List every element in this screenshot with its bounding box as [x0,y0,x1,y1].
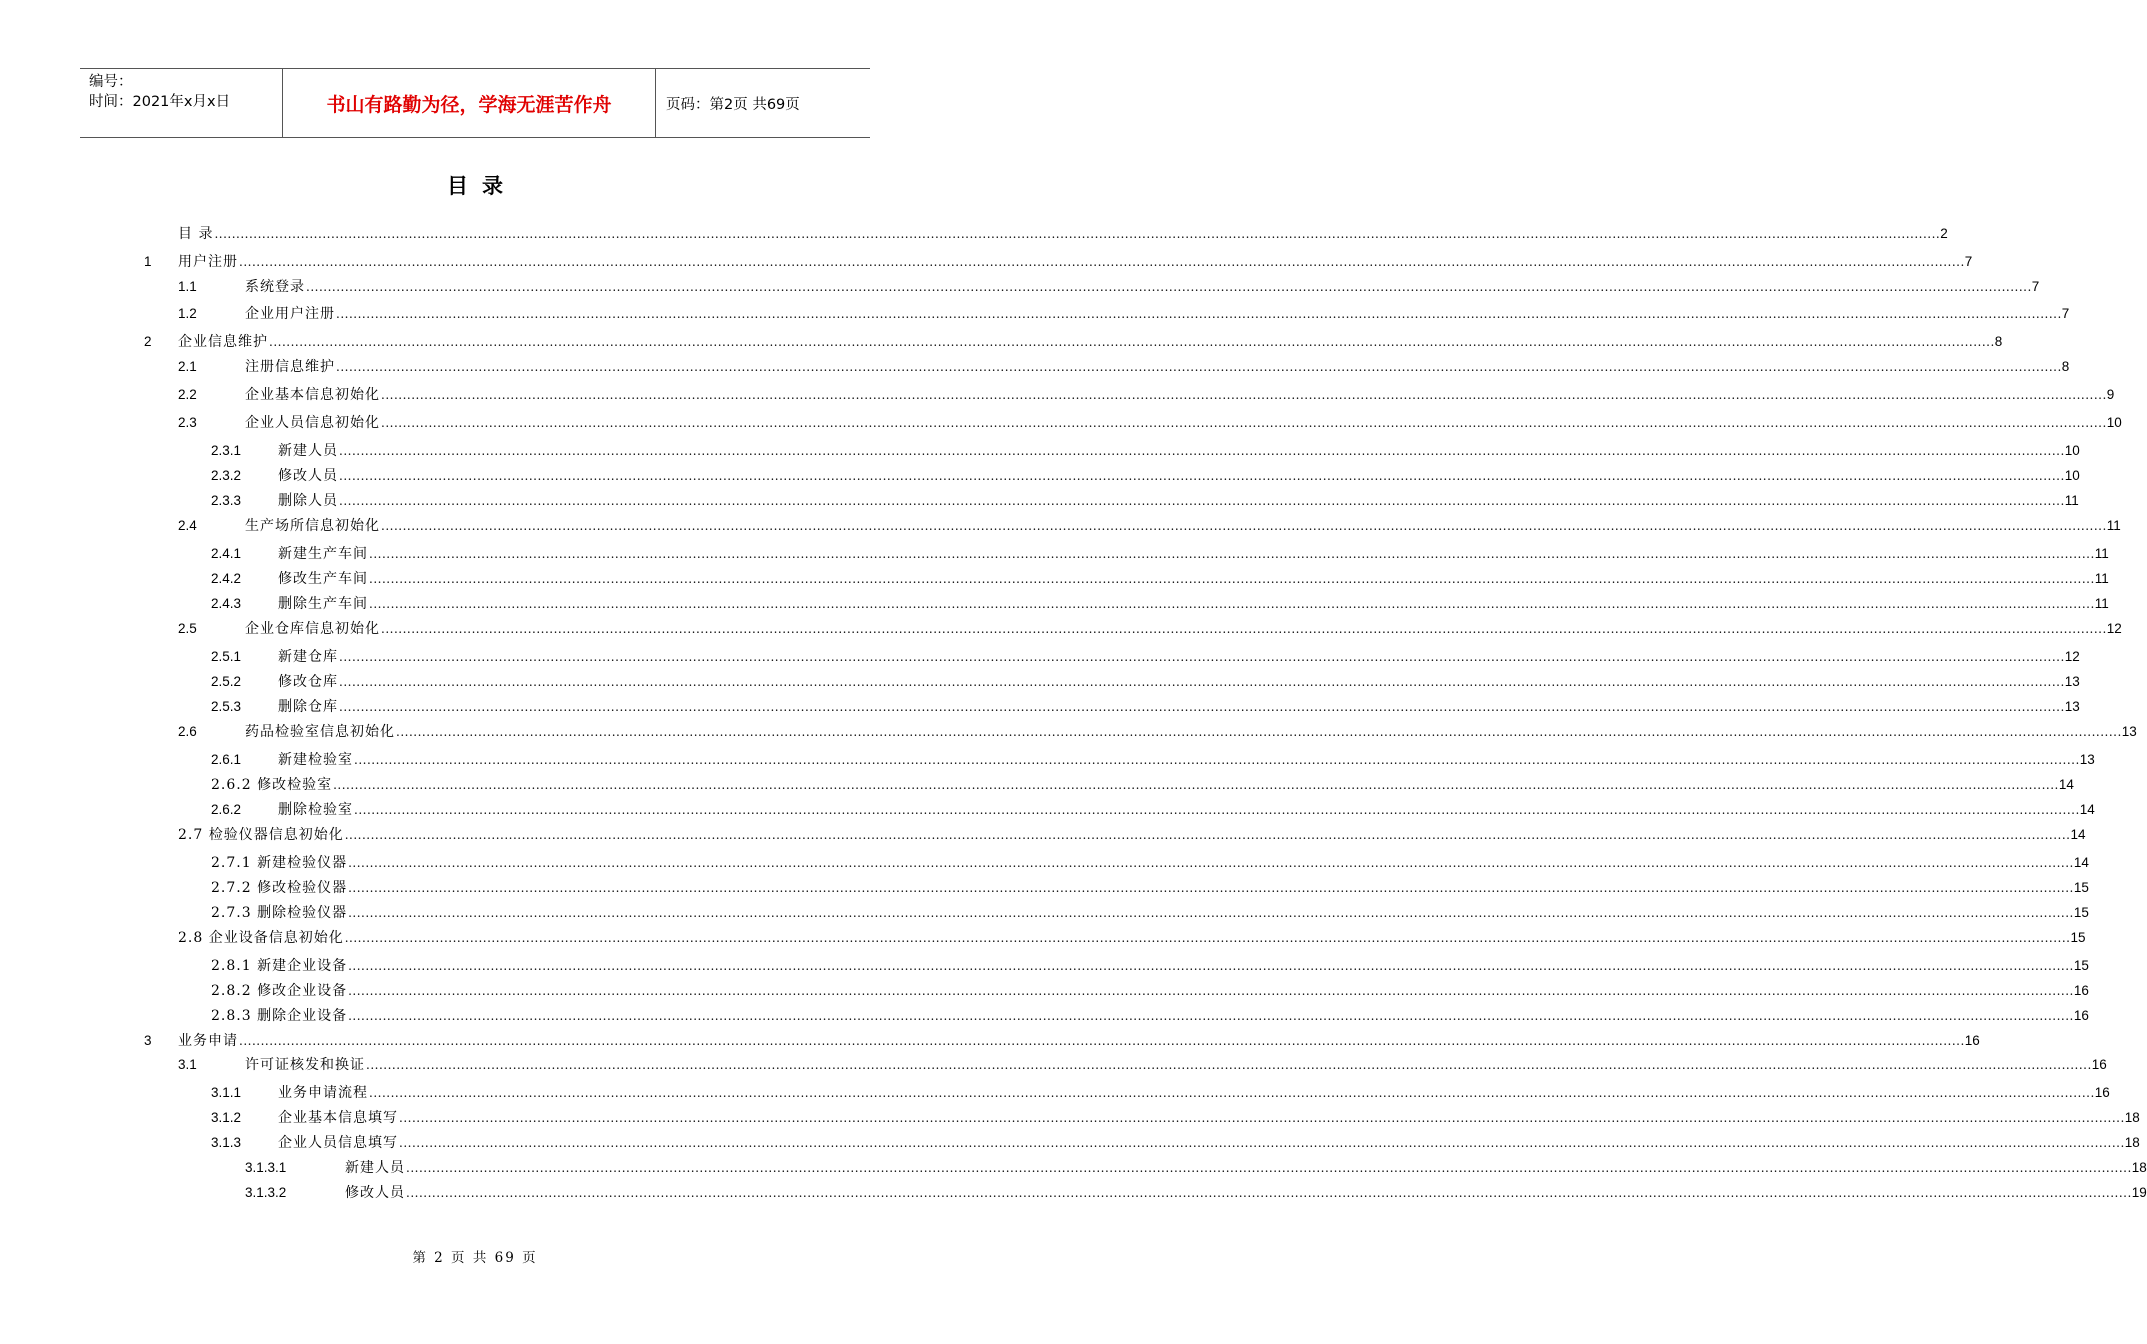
toc-entry-tail [369,569,2109,589]
toc-entry-number: 3.1 [178,1057,197,1072]
toc-entry-tail [366,1055,2107,1075]
toc-entry-title: 企业信息维护 [178,334,268,350]
toc-entry-number: 2.6 [178,724,197,739]
toc-entry[interactable] [0,224,1948,244]
toc-entry-tail [369,1083,2110,1103]
toc-entry[interactable] [0,1133,2140,1153]
toc-entry[interactable] [0,981,2089,1001]
page-footer: 第 2 页 共 69 页 [412,1250,538,1266]
toc-entry-title: 新建检验室 [278,752,353,768]
toc-leader-dots: ................................................................................................................................................................................................................................................................................................................................................................................................................ [406,1161,2132,1175]
toc-entry[interactable] [0,1083,2110,1103]
toc-leader-dots: ................................................................................................................................................................................................................................................................................................................................................................................................................ [306,280,2032,294]
toc-entry-tail [239,1031,1980,1051]
toc-entry-title: 2.7 检验仪器信息初始化 [178,827,344,843]
toc-entry-page: 13 [2121,724,2137,739]
toc-entry-tail [396,722,2137,742]
toc-entry-tail [348,1006,2089,1026]
toc-entry-tail [336,357,2070,377]
toc-entry-title: 企业基本信息填写 [278,1110,398,1126]
page-title: 目录 [447,174,517,198]
toc-entry-title: 企业基本信息初始化 [245,387,380,403]
toc-entry[interactable] [0,647,2080,667]
toc-entry-number: 2.4.3 [211,596,242,611]
toc-entry-tail [381,385,2115,405]
toc-entry-title: 删除检验室 [278,802,353,818]
header-meta [80,69,283,137]
toc-entry[interactable] [0,750,2095,770]
toc-entry[interactable] [0,252,1973,272]
toc-entry-page: 15 [2070,930,2086,945]
toc-entry-page: 13 [2064,674,2080,689]
toc-entry[interactable] [0,1055,2107,1075]
toc-entry-title: 删除人员 [278,493,338,509]
toc-entry-title: 新建生产车间 [278,546,368,562]
toc-entry-number: 3 [144,1033,152,1048]
toc-entry-page: 16 [2073,983,2089,998]
toc-leader-dots: ................................................................................................................................................................................................................................................................................................................................................................................................................ [399,1111,2125,1125]
toc-entry[interactable] [0,277,2040,297]
toc-entry-title: 业务申请 [178,1033,238,1049]
toc-entry[interactable] [0,956,2089,976]
toc-entry-tail [348,956,2089,976]
toc-leader-dots: ................................................................................................................................................................................................................................................................................................................................................................................................................ [369,1086,2095,1100]
toc-leader-dots: ................................................................................................................................................................................................................................................................................................................................................................................................................ [339,444,2065,458]
toc-entry-title: 企业人员信息填写 [278,1135,398,1151]
toc-leader-dots: ................................................................................................................................................................................................................................................................................................................................................................................................................ [339,469,2065,483]
toc-entry-tail [406,1183,2147,1203]
toc-entry[interactable] [0,722,2137,742]
toc-entry[interactable] [0,466,2080,486]
toc-entry[interactable] [0,928,2086,948]
toc-entry-page: 11 [2106,518,2121,533]
toc-entry-tail [381,619,2122,639]
toc-entry-tail [399,1133,2140,1153]
toc-entry[interactable] [0,672,2080,692]
toc-entry-number: 3.1.2 [211,1110,242,1125]
toc-entry[interactable] [0,544,2109,564]
toc-entry-page: 9 [2106,387,2115,402]
toc-entry-number: 2.6.1 [211,752,242,767]
toc-entry[interactable] [0,441,2080,461]
toc-entry-title: 删除仓库 [278,699,338,715]
toc-entry[interactable] [0,775,2074,795]
toc-entry-page: 12 [2106,621,2122,636]
toc-entry-title: 修改生产车间 [278,571,368,587]
toc-entry-page: 18 [2124,1135,2140,1150]
toc-entry[interactable] [0,1158,2147,1178]
toc-entry-page: 11 [2094,546,2109,561]
header-motto: 书山有路勤为径，学海无涯苦作舟 [283,69,656,137]
toc-entry[interactable] [0,594,2109,614]
toc-entry[interactable] [0,619,2122,639]
toc-entry-number: 2.2 [178,387,197,402]
toc-entry-page: 11 [2094,571,2109,586]
toc-entry-tail [354,750,2095,770]
toc-entry-page: 10 [2064,468,2080,483]
toc-entry-tail [369,594,2109,614]
toc-entry-title: 修改人员 [345,1185,405,1201]
toc-entry-number: 2.3 [178,415,197,430]
toc-leader-dots: ................................................................................................................................................................................................................................................................................................................................................................................................................ [239,1034,1965,1048]
toc-entry-tail [369,544,2109,564]
toc-leader-dots: ................................................................................................................................................................................................................................................................................................................................................................................................................ [344,828,2071,842]
toc-leader-dots: ................................................................................................................................................................................................................................................................................................................................................................................................................ [354,803,2080,817]
toc-entry-tail [339,697,2080,717]
toc-entry-page: 16 [1964,1033,1980,1048]
toc-entry[interactable] [0,825,2086,845]
toc-entry-number: 1.2 [178,306,197,321]
toc-entry-title: 企业人员信息初始化 [245,415,380,431]
toc-leader-dots: ................................................................................................................................................................................................................................................................................................................................................................................................................ [336,307,2062,321]
toc-leader-dots: ................................................................................................................................................................................................................................................................................................................................................................................................................ [348,1009,2074,1023]
toc-entry-page: 16 [2091,1057,2107,1072]
toc-entry-tail [339,647,2080,667]
toc-entry-tail [399,1108,2140,1128]
toc-entry-title: 删除生产车间 [278,596,368,612]
toc-leader-dots: ................................................................................................................................................................................................................................................................................................................................................................................................................ [336,360,2062,374]
toc-entry-title: 2.7.2 修改检验仪器 [211,880,348,896]
toc-entry-page: 7 [1964,254,1973,269]
toc-entry-tail [348,981,2089,1001]
toc-entry[interactable] [0,697,2080,717]
toc-entry-title: 2.7.3 删除检验仪器 [211,905,348,921]
header-date: 时间：2021年x月x日 [89,94,231,110]
toc-entry-title: 修改人员 [278,468,338,484]
toc-entry-page: 10 [2106,415,2122,430]
toc-entry-tail [348,903,2089,923]
toc-leader-dots: ................................................................................................................................................................................................................................................................................................................................................................................................................ [339,675,2065,689]
toc-leader-dots: ................................................................................................................................................................................................................................................................................................................................................................................................................ [348,984,2074,998]
toc-leader-dots: ................................................................................................................................................................................................................................................................................................................................................................................................................ [339,700,2065,714]
toc-entry-title: 系统登录 [245,279,305,295]
toc-entry-tail [354,800,2095,820]
toc-entry-number: 3.1.3.2 [245,1185,287,1200]
toc-entry-number: 2.3.3 [211,493,242,508]
toc-entry[interactable] [0,1031,1980,1051]
toc-entry-title: 新建人员 [278,443,338,459]
toc-entry-page: 16 [2094,1085,2110,1100]
toc-entry[interactable] [0,903,2089,923]
toc-leader-dots: ................................................................................................................................................................................................................................................................................................................................................................................................................ [381,388,2107,402]
toc-entry-number: 2.4.1 [211,546,242,561]
toc-entry-number: 1.1 [178,279,197,294]
toc-entry-tail [344,928,2086,948]
toc-entry-page: 15 [2073,958,2089,973]
toc-entry-number: 2.5.3 [211,699,242,714]
toc-entry-tail [406,1158,2147,1178]
toc-leader-dots: ................................................................................................................................................................................................................................................................................................................................................................................................................ [348,856,2074,870]
toc-entry-page: 2 [1940,226,1948,241]
page-header [80,68,870,138]
toc-entry-title: 生产场所信息初始化 [245,518,380,534]
toc-entry[interactable] [0,569,2109,589]
toc-entry-tail [339,441,2080,461]
toc-entry-page: 13 [2064,699,2080,714]
toc-leader-dots: ................................................................................................................................................................................................................................................................................................................................................................................................................ [366,1058,2092,1072]
toc-entry-tail [269,332,2003,352]
toc-entry-page: 15 [2073,880,2089,895]
toc-entry-page: 18 [2124,1110,2140,1125]
toc-entry-tail [306,277,2040,297]
toc-entry-title: 业务申请流程 [278,1085,368,1101]
toc-entry-number: 2.3.2 [211,468,242,483]
toc-entry[interactable] [0,1006,2089,1026]
toc-leader-dots: ................................................................................................................................................................................................................................................................................................................................................................................................................ [269,335,1995,349]
toc-leader-dots: ................................................................................................................................................................................................................................................................................................................................................................................................................ [381,416,2107,430]
toc-entry-page: 13 [2079,752,2095,767]
toc-entry[interactable] [0,357,2070,377]
toc-entry-tail [348,878,2089,898]
toc-entry-tail [214,224,1948,244]
toc-leader-dots: ................................................................................................................................................................................................................................................................................................................................................................................................................ [348,959,2074,973]
header-number: 编号： [89,74,133,90]
toc-leader-dots: ................................................................................................................................................................................................................................................................................................................................................................................................................ [339,650,2065,664]
toc-entry-page: 14 [2073,855,2089,870]
toc-entry-title: 2.6.2 修改检验室 [211,777,333,793]
toc-entry-number: 2.4.2 [211,571,242,586]
toc-entry-page: 14 [2070,827,2086,842]
toc-entry-title: 新建人员 [345,1160,405,1176]
toc-entry-number: 3.1.1 [211,1085,242,1100]
toc-entry[interactable] [0,304,2070,324]
toc-leader-dots: ................................................................................................................................................................................................................................................................................................................................................................................................................ [348,906,2074,920]
toc-entry-number: 2 [144,334,152,349]
toc-leader-dots: ................................................................................................................................................................................................................................................................................................................................................................................................................ [354,753,2080,767]
toc-entry-tail [336,304,2070,324]
toc-leader-dots: ................................................................................................................................................................................................................................................................................................................................................................................................................ [406,1186,2132,1200]
toc-entry[interactable] [0,491,2079,511]
toc-entry-number: 2.3.1 [211,443,242,458]
toc-entry-number: 2.5.1 [211,649,242,664]
toc-leader-dots: ................................................................................................................................................................................................................................................................................................................................................................................................................ [214,227,1941,241]
toc-entry-number: 2.4 [178,518,197,533]
toc-entry-tail [381,516,2121,536]
toc-entry[interactable] [0,1108,2140,1128]
toc-entry-page: 15 [2073,905,2089,920]
toc-entry-tail [339,466,2080,486]
toc-entry-title: 新建仓库 [278,649,338,665]
toc-entry[interactable] [0,385,2115,405]
toc-entry-page: 10 [2064,443,2080,458]
toc-entry-title: 2.8.2 修改企业设备 [211,983,348,999]
toc-leader-dots: ................................................................................................................................................................................................................................................................................................................................................................................................................ [348,881,2074,895]
toc-entry[interactable] [0,516,2121,536]
toc-entry-page: 11 [2064,493,2079,508]
toc-entry[interactable] [0,1183,2147,1203]
toc-entry-page: 16 [2073,1008,2089,1023]
toc-entry-page: 8 [1994,334,2003,349]
toc-entry-page: 14 [2058,777,2074,792]
toc-entry-title: 目 录 [178,226,214,242]
toc-entry-number: 1 [144,254,152,269]
toc-leader-dots: ................................................................................................................................................................................................................................................................................................................................................................................................................ [396,725,2122,739]
toc-leader-dots: ................................................................................................................................................................................................................................................................................................................................................................................................................ [399,1136,2125,1150]
toc-entry-tail [344,825,2086,845]
toc-leader-dots: ................................................................................................................................................................................................................................................................................................................................................................................................................ [333,778,2059,792]
toc-entry-page: 11 [2094,596,2109,611]
toc-entry-tail [339,491,2079,511]
toc-entry[interactable] [0,878,2089,898]
toc-entry-tail [348,853,2089,873]
toc-leader-dots: ................................................................................................................................................................................................................................................................................................................................................................................................................ [339,494,2065,508]
toc-leader-dots: ................................................................................................................................................................................................................................................................................................................................................................................................................ [381,519,2107,533]
toc-entry-title: 用户注册 [178,254,238,270]
toc-entry-title: 修改仓库 [278,674,338,690]
toc-entry-page: 8 [2061,359,2070,374]
toc-leader-dots: ................................................................................................................................................................................................................................................................................................................................................................................................................ [369,597,2095,611]
toc-entry-tail [339,672,2080,692]
toc-entry[interactable] [0,332,2003,352]
toc-entry-page: 19 [2131,1185,2147,1200]
toc-entry-page: 7 [2061,306,2070,321]
toc-leader-dots: ................................................................................................................................................................................................................................................................................................................................................................................................................ [369,572,2095,586]
toc-entry[interactable] [0,413,2122,433]
toc-entry-page: 7 [2031,279,2040,294]
toc-entry-number: 2.1 [178,359,197,374]
toc-leader-dots: ................................................................................................................................................................................................................................................................................................................................................................................................................ [381,622,2107,636]
toc-entry-page: 12 [2064,649,2080,664]
toc-entry-page: 18 [2131,1160,2147,1175]
toc-entry-title: 企业用户注册 [245,306,335,322]
toc-entry-number: 2.5 [178,621,197,636]
toc-entry-number: 3.1.3 [211,1135,242,1150]
toc-entry-title: 2.8.3 删除企业设备 [211,1008,348,1024]
toc-entry-title: 2.8.1 新建企业设备 [211,958,348,974]
toc-entry[interactable] [0,853,2089,873]
toc-entry-title: 2.8 企业设备信息初始化 [178,930,344,946]
toc-entry-tail [333,775,2074,795]
toc-entry-number: 2.6.2 [211,802,242,817]
toc-leader-dots: ................................................................................................................................................................................................................................................................................................................................................................................................................ [344,931,2071,945]
toc-entry[interactable] [0,800,2095,820]
toc-entry-number: 3.1.3.1 [245,1160,287,1175]
toc-entry-title: 企业仓库信息初始化 [245,621,380,637]
header-page-info: 页码：第2页 共69页 [666,96,800,113]
toc-entry-title: 许可证核发和换证 [245,1057,365,1073]
toc-leader-dots: ................................................................................................................................................................................................................................................................................................................................................................................................................ [369,547,2095,561]
toc-entry-number: 2.5.2 [211,674,242,689]
toc-entry-title: 药品检验室信息初始化 [245,724,395,740]
toc-entry-title: 2.7.1 新建检验仪器 [211,855,348,871]
toc-entry-tail [239,252,1973,272]
toc-entry-title: 注册信息维护 [245,359,335,375]
toc-entry-tail [381,413,2122,433]
toc-leader-dots: ................................................................................................................................................................................................................................................................................................................................................................................................................ [239,255,1965,269]
toc-entry-page: 14 [2079,802,2095,817]
